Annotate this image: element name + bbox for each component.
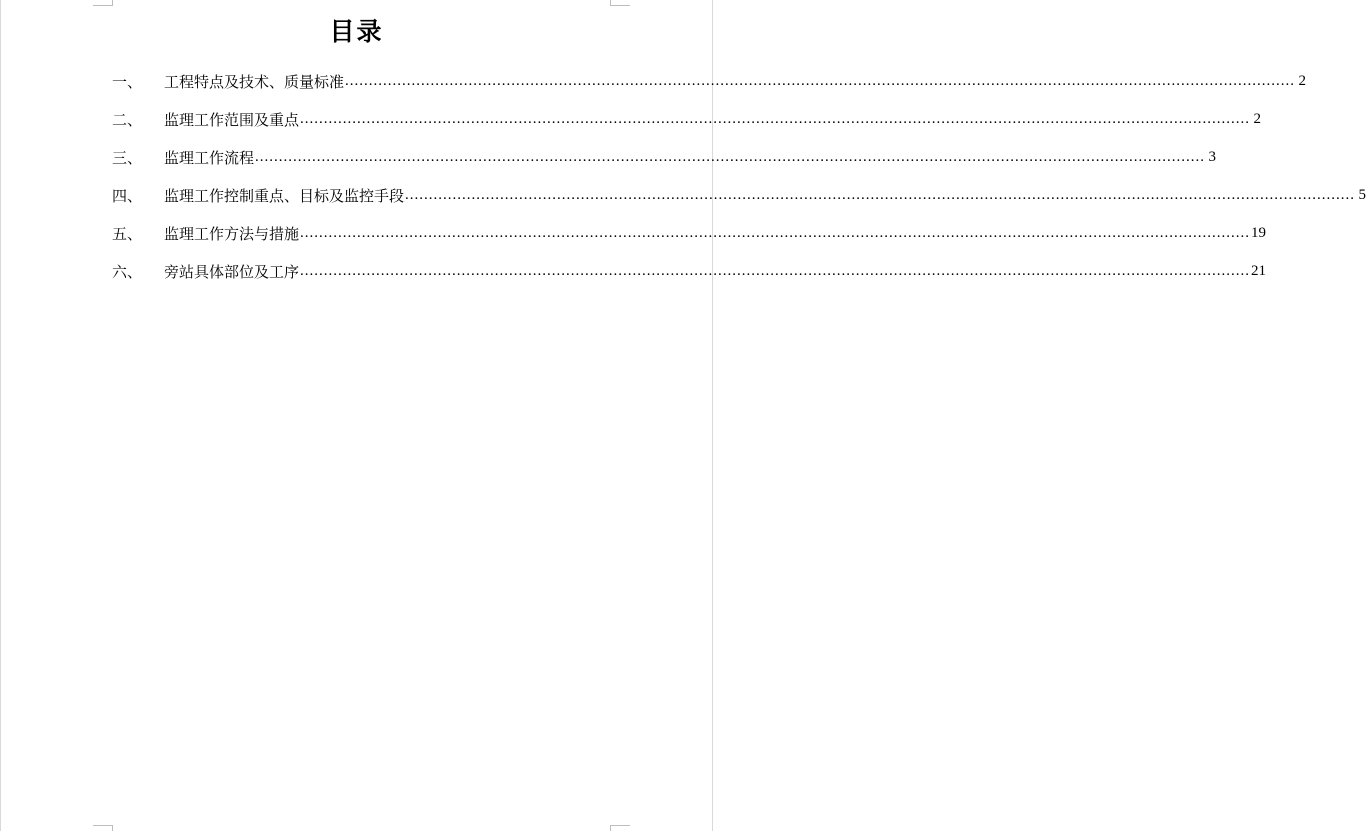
margin-marker-top-left xyxy=(93,0,113,6)
toc-entry-title: 监理工作流程 xyxy=(164,148,255,167)
toc-title: 目录 xyxy=(329,17,384,46)
toc-entry-title: 监理工作控制重点、目标及监控手段 xyxy=(164,186,405,205)
toc-entry-number: 四、 xyxy=(112,186,143,205)
toc-entry-number: 五、 xyxy=(112,224,143,243)
toc-dot-leader: ........................................................................................................................................................................................................ xyxy=(300,224,1251,241)
table-of-contents xyxy=(112,62,1366,290)
toc-entry[interactable] xyxy=(112,214,1267,252)
toc-entry-page: 19 xyxy=(1251,224,1267,241)
toc-entry-title: 旁站具体部位及工序 xyxy=(164,262,300,281)
toc-entry-number: 三、 xyxy=(112,148,143,167)
margin-marker-bottom-left xyxy=(93,825,113,831)
toc-dot-leader: ........................................................................................................................................................................................................ xyxy=(300,262,1251,279)
toc-entry-title: 监理工作方法与措施 xyxy=(164,224,300,243)
toc-entry[interactable] xyxy=(112,252,1267,290)
toc-dot-leader: ........................................................................................................................................................................................................ xyxy=(405,186,1356,203)
toc-entry-title: 监理工作范围及重点 xyxy=(164,110,300,129)
toc-entry-page: 5 xyxy=(1358,186,1366,203)
toc-entry-number: 六、 xyxy=(112,262,143,281)
toc-entry-page: 21 xyxy=(1251,262,1267,279)
toc-entry[interactable] xyxy=(112,62,1307,100)
toc-dot-leader: ........................................................................................................................................................................................................ xyxy=(300,110,1251,127)
margin-marker-top-right xyxy=(610,0,630,6)
margin-marker-bottom-right xyxy=(610,825,630,831)
toc-entry-number: 一、 xyxy=(112,72,143,91)
toc-entry-number: 二、 xyxy=(112,110,143,129)
toc-entry-page: 3 xyxy=(1208,148,1217,165)
toc-dot-leader: ........................................................................................................................................................................................................ xyxy=(345,72,1296,89)
toc-entry-page: 2 xyxy=(1298,72,1307,89)
toc-entry[interactable] xyxy=(112,138,1217,176)
toc-dot-leader: ........................................................................................................................................................................................................ xyxy=(255,148,1206,165)
toc-entry[interactable] xyxy=(112,176,1366,214)
toc-entry-page: 2 xyxy=(1253,110,1262,127)
toc-entry[interactable] xyxy=(112,100,1262,138)
toc-entry-title: 工程特点及技术、质量标准 xyxy=(164,72,345,91)
